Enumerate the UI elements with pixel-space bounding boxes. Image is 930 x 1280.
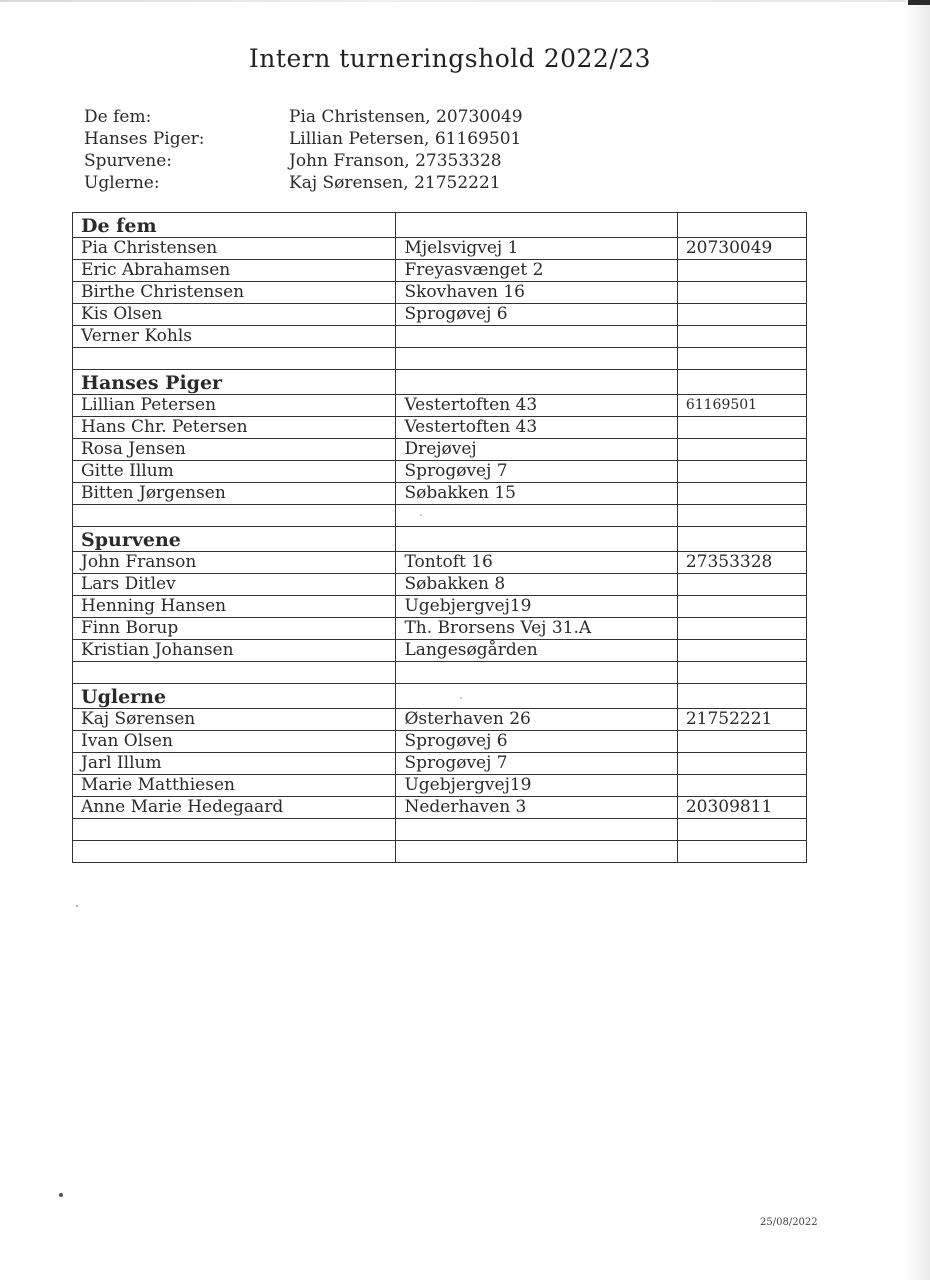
scan-speck <box>59 1193 63 1197</box>
member-row <box>73 775 807 797</box>
member-name <box>73 662 396 684</box>
member-address <box>396 841 677 863</box>
member-row <box>73 282 807 304</box>
member-name: Gitte Illum <box>73 461 396 483</box>
member-row <box>73 731 807 753</box>
member-address: Mjelsvigvej 1 <box>396 238 677 260</box>
contact-person: Pia Christensen, 20730049 <box>289 107 523 127</box>
empty-cell <box>677 527 806 552</box>
team-name: Uglerne <box>73 684 396 709</box>
member-row <box>73 304 807 326</box>
member-name: Henning Hansen <box>73 596 396 618</box>
member-name: Marie Matthiesen <box>73 775 396 797</box>
member-name: Jarl Illum <box>73 753 396 775</box>
member-row <box>73 260 807 282</box>
member-name: John Franson <box>73 552 396 574</box>
member-name <box>73 348 396 370</box>
member-address: Søbakken 8 <box>396 574 677 596</box>
member-phone: 20309811 <box>677 797 806 819</box>
member-name: Ivan Olsen <box>73 731 396 753</box>
member-address: Søbakken 15 <box>396 483 677 505</box>
member-phone <box>677 417 806 439</box>
member-phone <box>677 753 806 775</box>
member-phone <box>677 775 806 797</box>
member-address: Ugebjergvej19 <box>396 775 677 797</box>
member-row <box>73 753 807 775</box>
member-phone: 61169501 <box>677 395 806 417</box>
member-row <box>73 797 807 819</box>
member-phone <box>677 282 806 304</box>
member-address <box>396 505 677 527</box>
member-name: Hans Chr. Petersen <box>73 417 396 439</box>
member-address: Østerhaven 26 <box>396 709 677 731</box>
member-address: Sprogøvej 7 <box>396 461 677 483</box>
team-name: Spurvene <box>73 527 396 552</box>
team-contacts-list <box>84 106 523 194</box>
member-address: Th. Brorsens Vej 31.A <box>396 618 677 640</box>
contact-person: Kaj Sørensen, 21752221 <box>289 173 501 193</box>
member-address: Sprogøvej 6 <box>396 731 677 753</box>
contact-team: De fem: <box>84 107 152 127</box>
member-phone <box>677 640 806 662</box>
member-phone <box>677 618 806 640</box>
scan-speck <box>460 697 462 699</box>
team-header-row <box>73 213 807 238</box>
page-title: Intern turneringshold 2022/23 <box>248 44 652 73</box>
member-address: Vestertoften 43 <box>396 395 677 417</box>
member-name: Eric Abrahamsen <box>73 260 396 282</box>
member-address: Nederhaven 3 <box>396 797 677 819</box>
member-address: Vestertoften 43 <box>396 417 677 439</box>
member-name: Lars Ditlev <box>73 574 396 596</box>
scan-corner-mark <box>908 0 930 5</box>
member-phone <box>677 731 806 753</box>
member-address <box>396 348 677 370</box>
member-address: Sprogøvej 6 <box>396 304 677 326</box>
member-row <box>73 483 807 505</box>
member-phone <box>677 662 806 684</box>
team-name: Hanses Piger <box>73 370 396 395</box>
team-header-row <box>73 370 807 395</box>
roster-body <box>73 213 807 863</box>
member-phone <box>677 841 806 863</box>
member-address: Ugebjergvej19 <box>396 596 677 618</box>
member-address <box>396 662 677 684</box>
member-name: Kis Olsen <box>73 304 396 326</box>
member-name: Lillian Petersen <box>73 395 396 417</box>
member-name <box>73 505 396 527</box>
member-address: Freyasvænget 2 <box>396 260 677 282</box>
empty-cell <box>677 370 806 395</box>
contact-person: John Franson, 27353328 <box>289 151 502 171</box>
team-name: De fem <box>73 213 396 238</box>
team-header-row <box>73 684 807 709</box>
contact-row <box>84 106 523 128</box>
scan-edge-right <box>906 0 930 1280</box>
member-phone <box>677 348 806 370</box>
contact-team: Uglerne: <box>84 173 160 193</box>
member-row <box>73 461 807 483</box>
member-row <box>73 348 807 370</box>
team-roster-table <box>72 212 807 863</box>
member-name: Kaj Sørensen <box>73 709 396 731</box>
empty-cell <box>396 684 677 709</box>
member-row <box>73 662 807 684</box>
member-row <box>73 596 807 618</box>
member-row <box>73 574 807 596</box>
contact-row <box>84 172 523 194</box>
member-name <box>73 841 396 863</box>
member-name: Finn Borup <box>73 618 396 640</box>
member-row <box>73 841 807 863</box>
member-row <box>73 417 807 439</box>
empty-cell <box>396 213 677 238</box>
member-row <box>73 618 807 640</box>
empty-cell <box>677 213 806 238</box>
member-name: Kristian Johansen <box>73 640 396 662</box>
member-phone <box>677 483 806 505</box>
scan-speck <box>76 905 78 907</box>
member-row <box>73 552 807 574</box>
member-phone <box>677 574 806 596</box>
member-address <box>396 326 677 348</box>
member-phone <box>677 260 806 282</box>
member-row <box>73 439 807 461</box>
member-address <box>396 819 677 841</box>
member-name: Verner Kohls <box>73 326 396 348</box>
member-phone <box>677 819 806 841</box>
scan-speck <box>420 514 422 516</box>
member-phone <box>677 596 806 618</box>
scan-edge-top <box>0 0 930 2</box>
member-address: Langesøgården <box>396 640 677 662</box>
empty-cell <box>396 370 677 395</box>
member-name <box>73 819 396 841</box>
contact-team: Hanses Piger: <box>84 129 205 149</box>
member-phone: 20730049 <box>677 238 806 260</box>
member-name: Rosa Jensen <box>73 439 396 461</box>
member-phone <box>677 505 806 527</box>
member-row <box>73 238 807 260</box>
member-name: Birthe Christensen <box>73 282 396 304</box>
contact-team: Spurvene: <box>84 151 173 171</box>
member-phone <box>677 439 806 461</box>
member-row <box>73 709 807 731</box>
empty-cell <box>677 684 806 709</box>
member-row <box>73 640 807 662</box>
member-row <box>73 819 807 841</box>
member-phone: 27353328 <box>677 552 806 574</box>
member-phone <box>677 304 806 326</box>
footer-date: 25/08/2022 <box>760 1217 818 1228</box>
member-address: Drejøvej <box>396 439 677 461</box>
member-name: Bitten Jørgensen <box>73 483 396 505</box>
member-phone <box>677 461 806 483</box>
member-name: Anne Marie Hedegaard <box>73 797 396 819</box>
member-address: Tontoft 16 <box>396 552 677 574</box>
member-address: Skovhaven 16 <box>396 282 677 304</box>
member-row <box>73 395 807 417</box>
contact-row <box>84 128 523 150</box>
empty-cell <box>396 527 677 552</box>
member-phone <box>677 326 806 348</box>
contact-row <box>84 150 523 172</box>
member-name: Pia Christensen <box>73 238 396 260</box>
member-row <box>73 505 807 527</box>
member-phone: 21752221 <box>677 709 806 731</box>
contact-person: Lillian Petersen, 61169501 <box>289 129 522 149</box>
team-header-row <box>73 527 807 552</box>
member-row <box>73 326 807 348</box>
member-address: Sprogøvej 7 <box>396 753 677 775</box>
